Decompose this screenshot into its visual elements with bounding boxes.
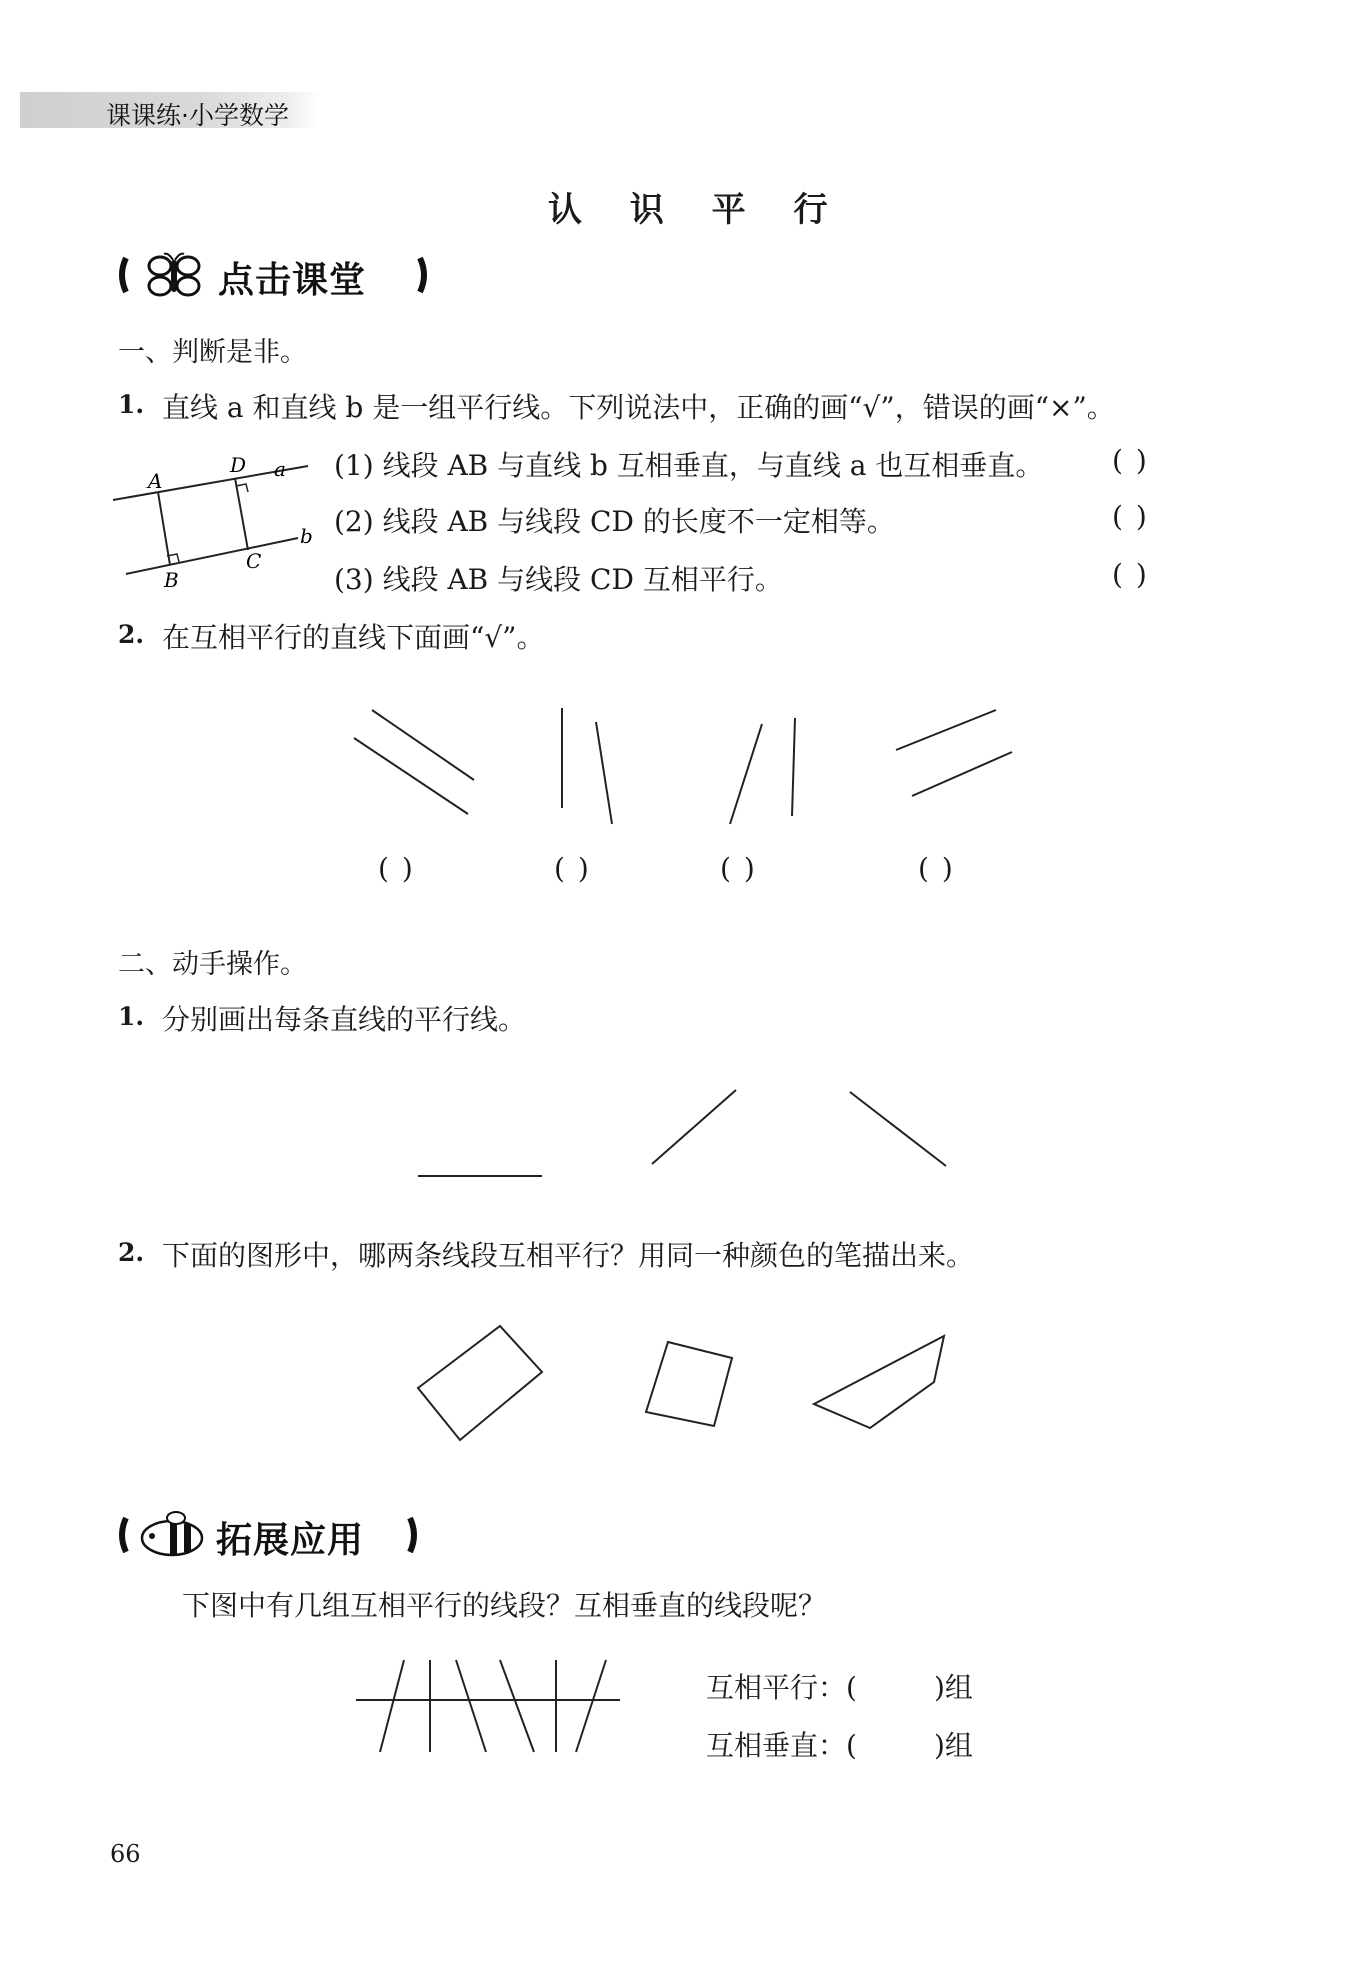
banner-classroom-label: 点击课堂 [218,260,367,301]
label-b: b [300,524,313,548]
label-C: C [246,549,262,573]
answer-perpendicular-close[interactable]: )组 [934,1729,973,1762]
line-pair-2 [562,708,612,824]
s1-q2-blank-4[interactable]: ( ) [918,852,955,885]
line-pairs-figure [340,700,1140,830]
label-A: A [148,469,163,493]
line-pair-4 [896,710,1012,796]
s1-q1-item-3: (3) 线段 AB 与线段 CD 互相平行。 [334,563,783,596]
s1-q1-blank-1[interactable]: ( ) [1112,444,1149,477]
answer-perpendicular-label: 互相垂直：( [706,1729,857,1762]
book-title: 课课练·小学数学 [106,101,289,130]
square-shape [646,1342,732,1426]
line-pair-1 [354,710,474,814]
page-title: 认 识 平 行 [548,190,846,230]
s1-q1-blank-2[interactable]: ( ) [1112,500,1149,533]
parallel-lines-figure [108,450,338,590]
label-D: D [230,453,247,477]
section2-heading: 二、动手操作。 [118,949,307,980]
s1-q1-number: 1. [118,390,145,419]
s1-q2-text: 在互相平行的直线下面画“√”。 [162,621,545,654]
lines-to-draw-figure [410,1080,1010,1200]
line-pair-3 [730,718,795,824]
shapes-figure [410,1312,1010,1452]
rectangle-shape [418,1326,542,1440]
label-a: a [274,457,286,481]
s1-q1-text: 直线 a 和直线 b 是一组平行线。下列说法中，正确的画“√”，错误的画“×”。 [162,391,1115,424]
trapezoid-shape [814,1336,944,1428]
s2-q2-number: 2. [118,1238,145,1267]
s2-q1-number: 1. [118,1002,145,1031]
extension-question: 下图中有几组互相平行的线段？互相垂直的线段呢？ [182,1589,827,1622]
s1-q2-number: 2. [118,620,145,649]
section1-heading: 一、判断是非。 [118,337,307,368]
banner-extension-label: 拓展应用 [216,1520,365,1561]
s2-q2-text: 下面的图形中，哪两条线段互相平行？用同一种颜色的笔描出来。 [162,1239,975,1272]
answer-parallel-label: 互相平行：( [706,1671,857,1704]
s1-q2-blank-3[interactable]: ( ) [720,852,757,885]
answer-parallel-close[interactable]: )组 [934,1671,973,1704]
s1-q1-item-1: (1) 线段 AB 与直线 b 互相垂直，与直线 a 也互相垂直。 [334,449,1044,482]
s1-q1-blank-3[interactable]: ( ) [1112,558,1149,591]
label-B: B [164,568,179,590]
page-number: 66 [110,1840,141,1868]
s1-q1-item-2: (2) 线段 AB 与线段 CD 的长度不一定相等。 [334,505,895,538]
banner-classroom [118,250,428,300]
line-segments-figure [350,1652,640,1762]
s1-q2-blank-1[interactable]: ( ) [378,852,415,885]
s2-q1-text: 分别画出每条直线的平行线。 [162,1003,527,1036]
banner-extension [118,1510,428,1560]
s1-q2-blank-2[interactable]: ( ) [554,852,591,885]
